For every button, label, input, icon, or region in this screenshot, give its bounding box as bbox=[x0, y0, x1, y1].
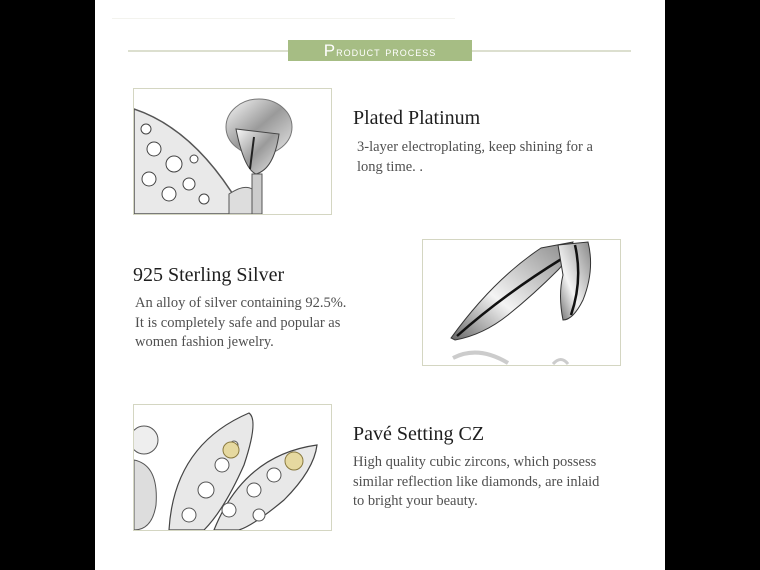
fairy-legs-image-icon bbox=[423, 240, 620, 365]
plated-platinum-description bbox=[357, 138, 593, 177]
description-line: long time. . bbox=[357, 158, 424, 175]
description-line: It is completely safe and popular as bbox=[135, 314, 341, 331]
plated-platinum-title: Plated Platinum bbox=[353, 107, 481, 129]
sterling-silver-photo bbox=[422, 239, 621, 366]
top-faint-divider bbox=[112, 18, 455, 19]
sterling-silver-title: 925 Sterling Silver bbox=[133, 264, 285, 286]
pave-setting-title: Pavé Setting CZ bbox=[353, 423, 485, 445]
badge-initial: P bbox=[323, 41, 337, 60]
product-process-page bbox=[95, 0, 665, 570]
section-heading-badge bbox=[288, 40, 472, 61]
plated-platinum-photo bbox=[133, 88, 332, 215]
sterling-silver-description bbox=[135, 294, 346, 353]
description-line: similar reflection like diamonds, are inlaid bbox=[353, 473, 600, 490]
pave-setting-description bbox=[353, 453, 599, 512]
badge-text: roduct process bbox=[336, 44, 437, 59]
pave-setting-photo bbox=[133, 404, 332, 531]
description-line: to bright your beauty. bbox=[353, 493, 478, 509]
description-line: High quality cubic zircons, which possess bbox=[353, 454, 597, 470]
description-line: 3-layer electroplating, keep shining for a bbox=[357, 139, 593, 155]
fairy-wings-image-icon bbox=[134, 405, 331, 530]
fairy-head-image-icon bbox=[134, 89, 331, 214]
description-line: women fashion jewelry. bbox=[135, 334, 274, 350]
description-line: An alloy of silver containing 92.5%. bbox=[135, 295, 347, 311]
